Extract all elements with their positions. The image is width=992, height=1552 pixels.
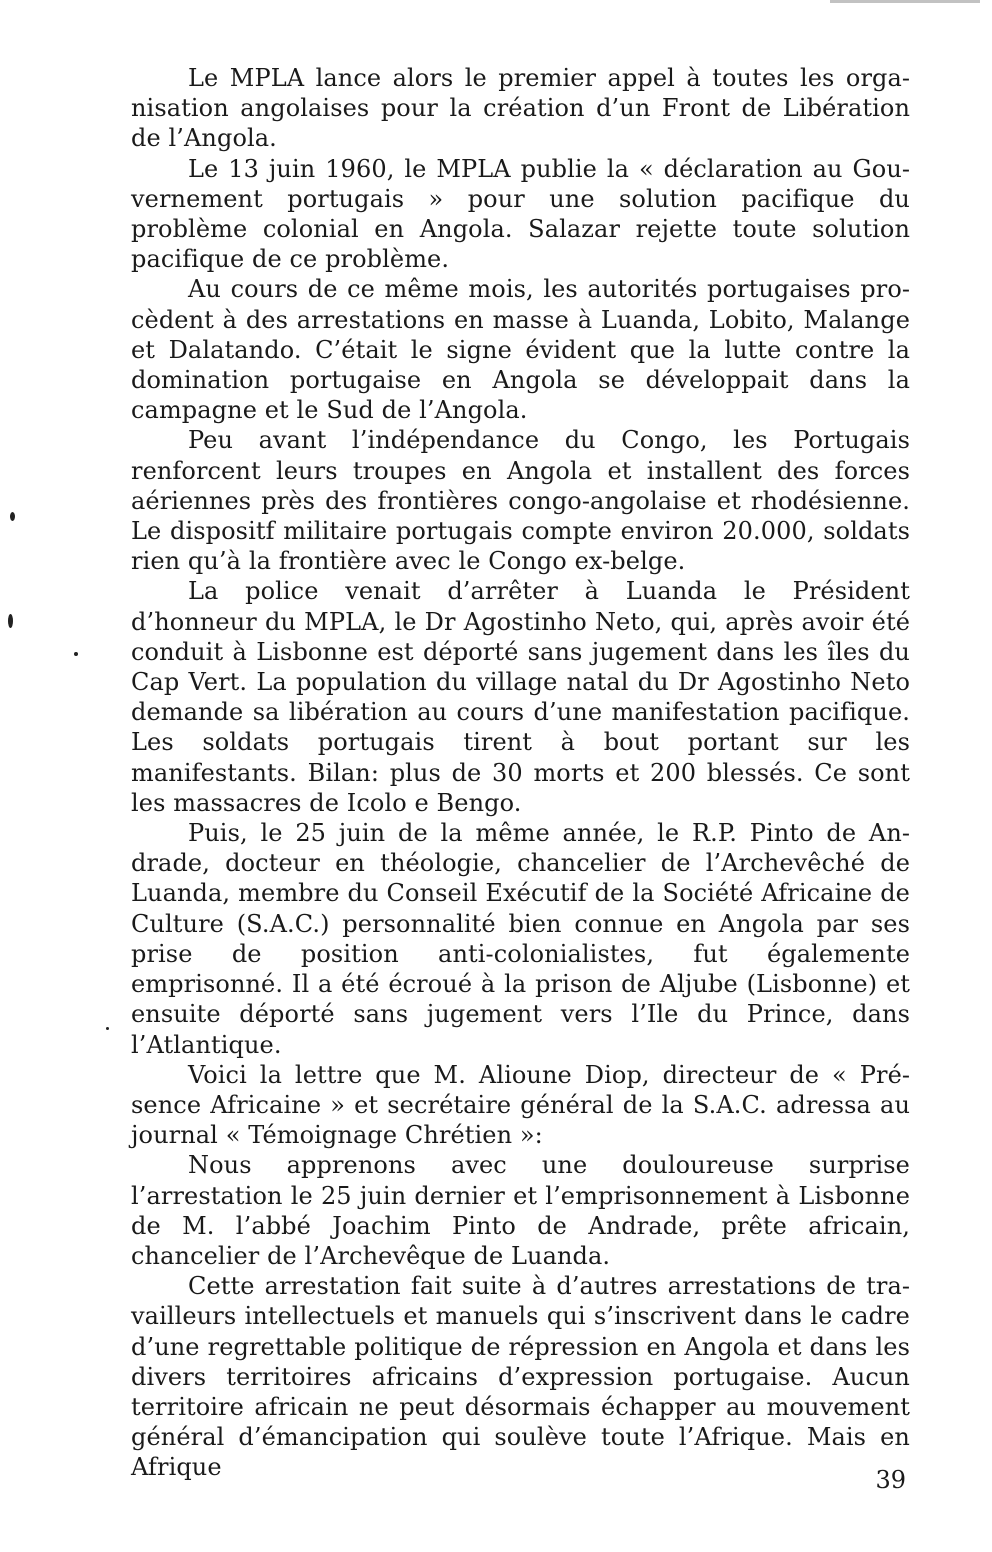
margin-speck (106, 1027, 109, 1030)
paragraph: Le 13 juin 1960, le MPLA publie la « déclaration au Gouvernement portugais » pour une solution pacifique du problème colonial en Angola. Salazar rejette toute solution pacifique de ce problème. (131, 154, 910, 274)
page-number: 39 (875, 1466, 906, 1494)
paragraph: Peu avant l’indépendance du Congo, les Portugais renforcent leurs troupes en Angola et installent des forces aériennes près des frontières congo-angolaise et rhodésienne. Le dispositf militaire portugais compte environ 20.000, soldats rien qu’à la frontière avec le Congo ex-belge. (131, 426, 910, 576)
quoted-letter-paragraph: Cette arrestation fait suite à d’autres arrestations de travailleurs intellectuels et manuels qui s’inscrivent dans le cadre d’une regrettable politique de répression en Angola et dans les divers territoires africains d’expression portugaise. Aucun territoire africain ne peut désormais échapper au mouvement général d’émancipation qui soulève toute l’Afrique. Mais en Afrique (131, 1272, 910, 1482)
scan-edge-mark (830, 0, 980, 3)
margin-speck (8, 614, 13, 628)
margin-speck (10, 512, 15, 521)
paragraph: Puis, le 25 juin de la même année, le R.P. Pinto de Andrade, docteur en théologie, chancelier de l’Archevêché de Luanda, membre du Conseil Exécutif de la Société Africaine de Culture (S.A.C.) personnalité bien connue en Angola par ses prise de position anti-colonialistes, fut égalemente emprisonné. Il a été écroué à la prison de Aljube (Lisbonne) et ensuite déporté sans jugement vers l’Ile du Prince, dans l’Atlantique. (131, 819, 910, 1059)
quoted-letter-paragraph: Nous apprenons avec une douloureuse surprise l’arrestation le 25 juin dernier et l’emprisonnement à Lisbonne de M. l’abbé Joachim Pinto de Andrade, prête africain, chancelier de l’Archevêque de Luanda. (131, 1151, 910, 1270)
paragraph: La police venait d’arrêter à Luanda le Président d’honneur du MPLA, le Dr Agostinho Neto, qui, après avoir été conduit à Lisbonne est déporté sans jugement dans les îles du Cap Vert. La population du village natal du Dr Agostinho Neto demande sa libération au cours d’une manifestation pacifique. Les soldats portugais tirent à bout portant sur les manifestants. Bilan: plus de 30 morts et 200 blessés. Ce sont les massacres de Icolo e Bengo. (131, 577, 910, 817)
body-text (131, 63, 910, 1483)
margin-speck (74, 652, 78, 656)
paragraph: Le MPLA lance alors le premier appel à toutes les organisation angolaises pour la création d’un Front de Libération de l’Angola. (131, 64, 910, 153)
paragraph: Au cours de ce même mois, les autorités portugaises procèdent à des arrestations en masse à Luanda, Lobito, Malange et Dalatando. C’était le signe évident que la lutte contre la domination portugaise en Angola se développait dans la campagne et le Sud de l’Angola. (131, 275, 910, 425)
paragraph: Voici la lettre que M. Alioune Diop, directeur de « Présence Africaine » et secrétaire général de la S.A.C. adressa au journal « Témoignage Chrétien »: (131, 1060, 910, 1150)
